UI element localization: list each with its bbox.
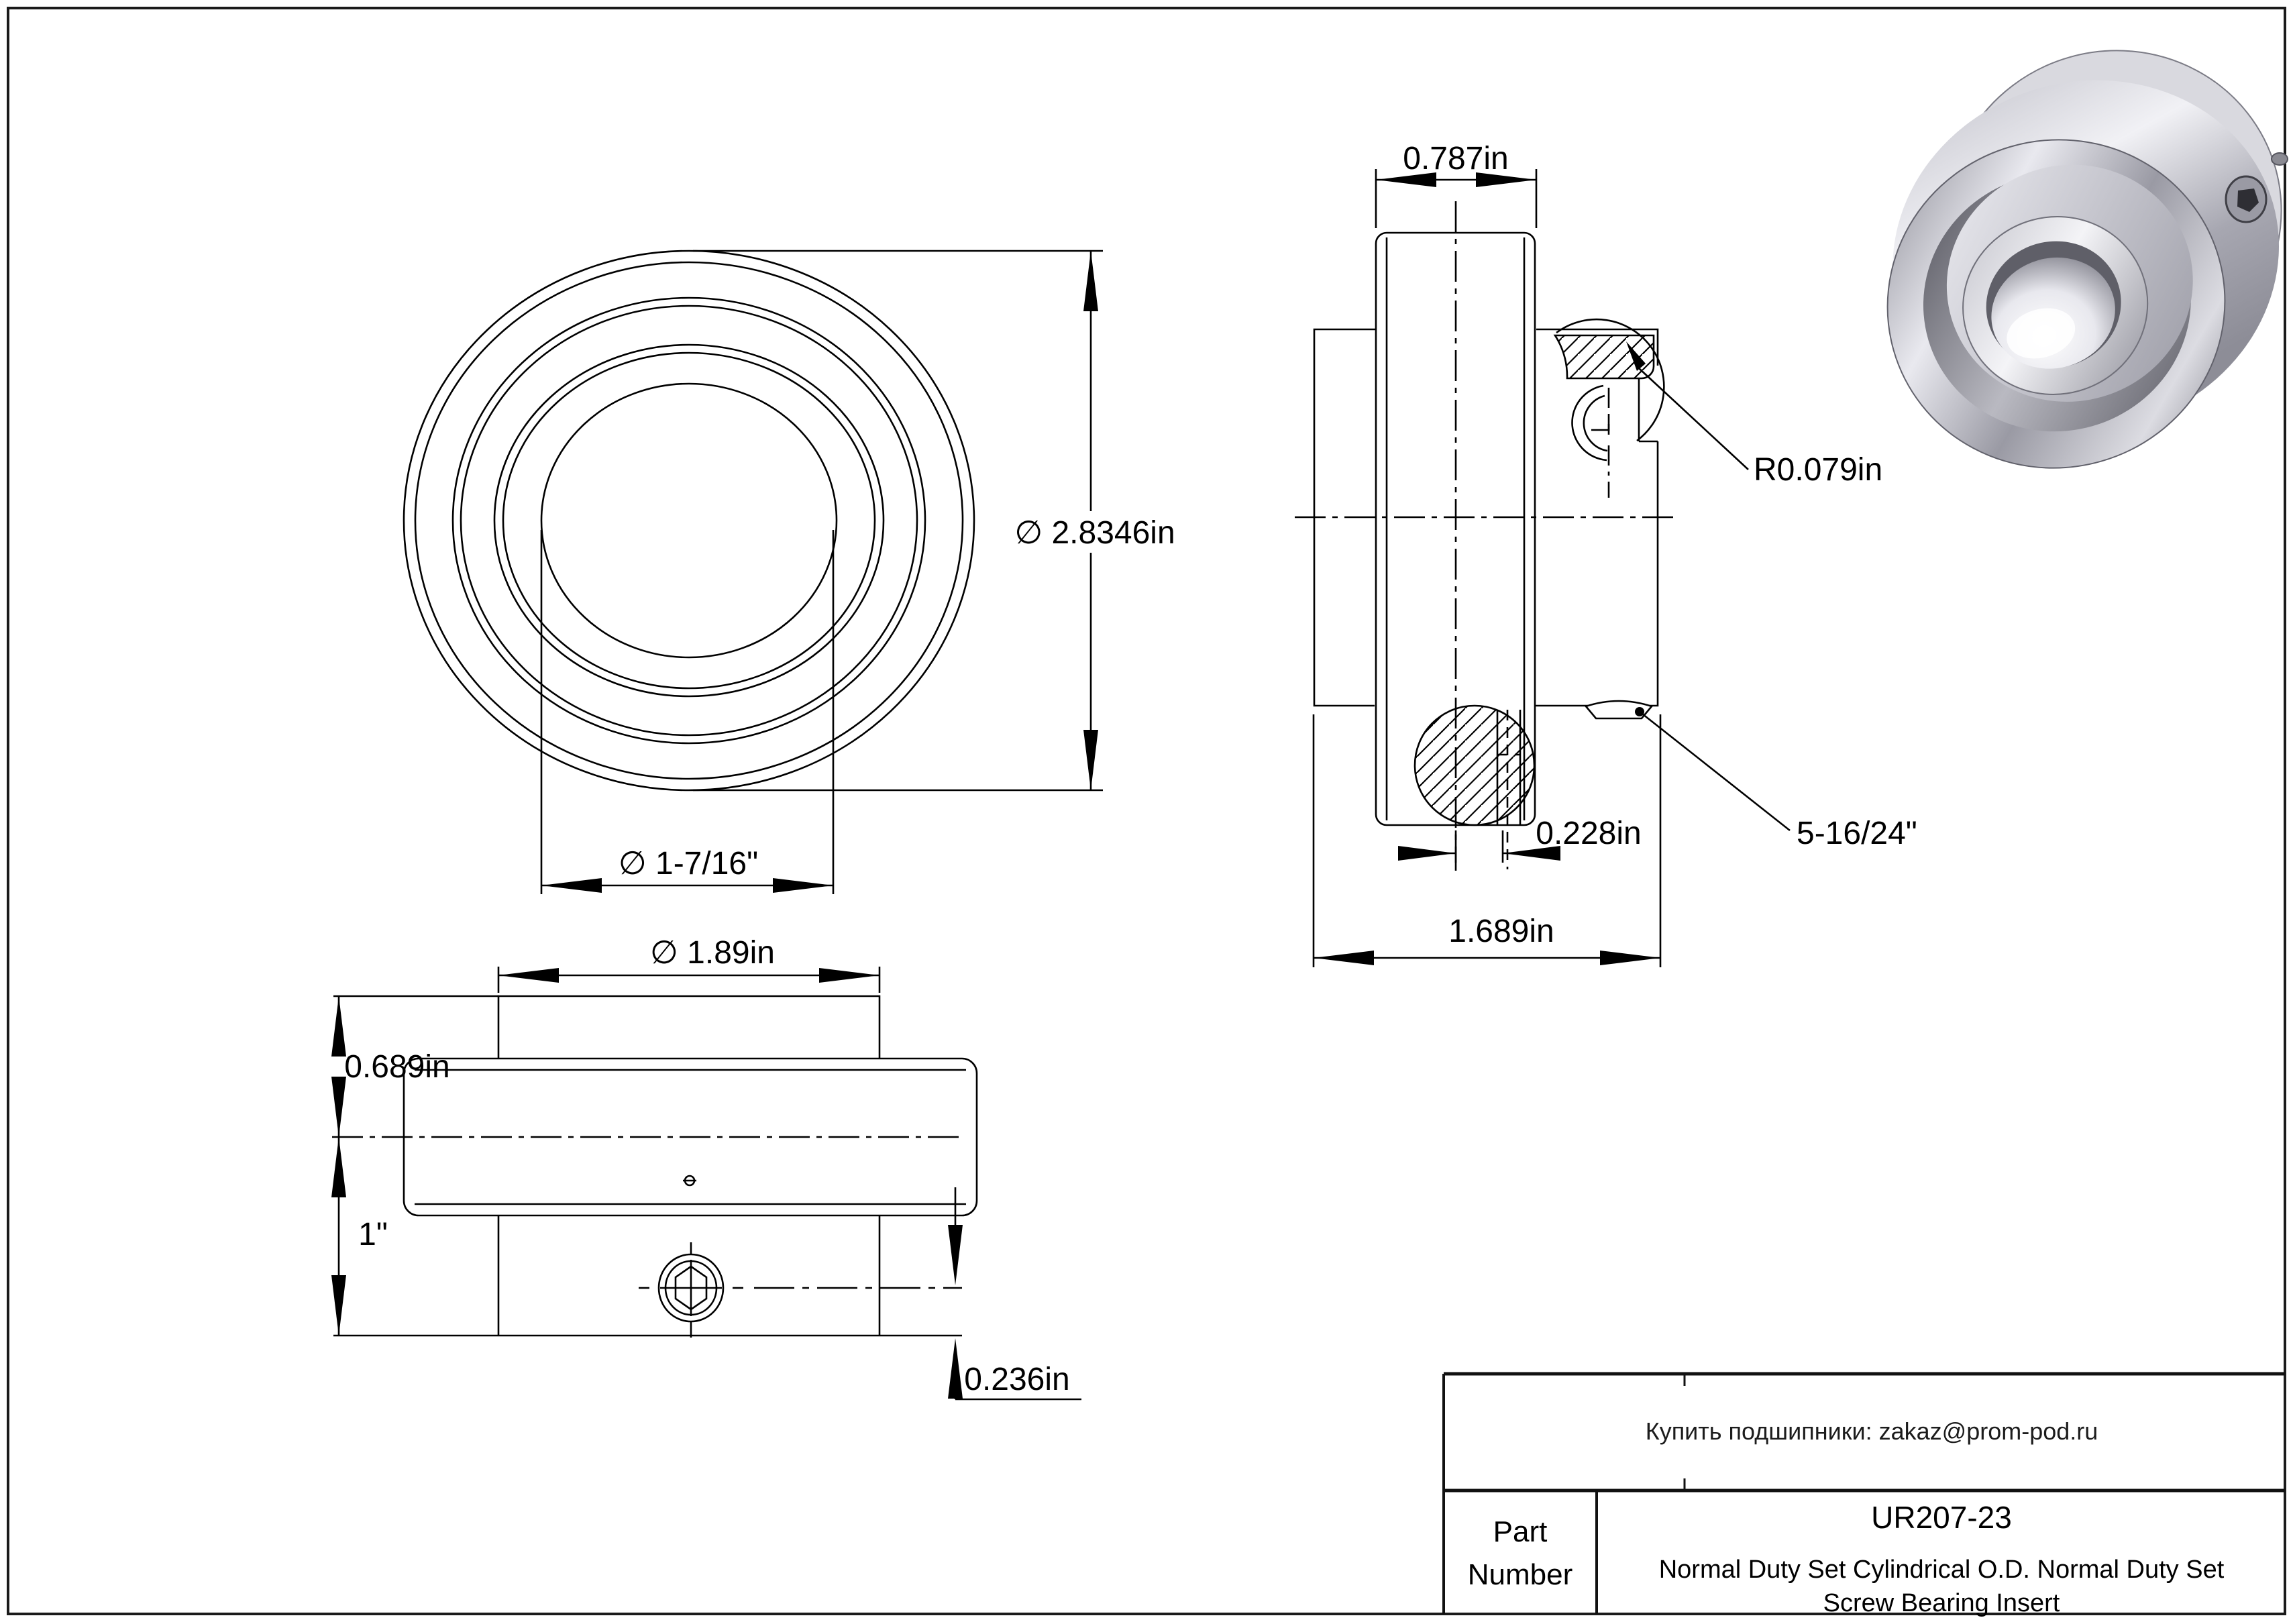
inner-ring-edge bbox=[503, 353, 875, 688]
outer-ring-od bbox=[404, 251, 974, 790]
dim-outer-diameter bbox=[693, 251, 1175, 790]
outer-raceway-edge bbox=[453, 298, 925, 743]
fillet-radius-label: R0.079in bbox=[1754, 452, 1883, 488]
title-block bbox=[1444, 1374, 2285, 1617]
render-3d bbox=[1829, 11, 2293, 508]
part-label-line1: Part bbox=[1493, 1515, 1548, 1548]
seal-inner-edge bbox=[494, 345, 884, 696]
front-view bbox=[404, 251, 1175, 894]
screw-offset-label: 0.228in bbox=[1536, 816, 1642, 851]
bore-dim-label: ∅ 1-7/16" bbox=[618, 846, 759, 881]
screw-notch bbox=[1591, 418, 1609, 430]
total-width-label: 1.689in bbox=[1448, 914, 1554, 949]
upper-sleeve bbox=[498, 996, 879, 1059]
description-line1: Normal Duty Set Cylindrical O.D. Normal Duty Set bbox=[1658, 1556, 2225, 1584]
sphere-diameter-label: ∅ 1.89in bbox=[650, 935, 775, 971]
render-screw-edge bbox=[2272, 153, 2288, 165]
hex-set-screw bbox=[639, 1242, 743, 1338]
inner-ring-width-label: 0.787in bbox=[1403, 141, 1509, 176]
set-screw-thread-label: 5-16/24" bbox=[1797, 816, 1917, 851]
seal-outer-edge bbox=[461, 306, 917, 735]
contact-text: Купить подшипники: zakaz@prom-pod.ru bbox=[1645, 1417, 2098, 1445]
outer-ring-right-bottom bbox=[1534, 441, 1658, 706]
screw-tip-arc-inner bbox=[1584, 396, 1607, 451]
leader-set-screw bbox=[1635, 707, 1917, 851]
lower-sleeve bbox=[498, 1215, 879, 1336]
screw-edge-offset-label: 0.236in bbox=[964, 1362, 1070, 1397]
outer-ring-chamfer bbox=[415, 262, 963, 779]
description-line2: Screw Bearing Insert bbox=[1823, 1589, 2060, 1617]
part-number: UR207-23 bbox=[1871, 1500, 2012, 1535]
leader-fillet-radius bbox=[1626, 341, 1882, 488]
ball-section-hatched bbox=[1415, 706, 1534, 825]
section-view bbox=[1295, 141, 1917, 967]
od-dim-label: ∅ 2.8346in bbox=[1014, 515, 1175, 551]
side-view bbox=[331, 935, 1081, 1399]
part-label-line2: Number bbox=[1467, 1558, 1573, 1591]
half-height-label: 0.689in bbox=[344, 1049, 450, 1085]
dim-screw-edge-offset bbox=[754, 1187, 1081, 1399]
dim-sphere-diameter bbox=[498, 935, 879, 993]
bore-nominal-label: 1" bbox=[358, 1217, 388, 1252]
bore-edge bbox=[541, 384, 837, 657]
